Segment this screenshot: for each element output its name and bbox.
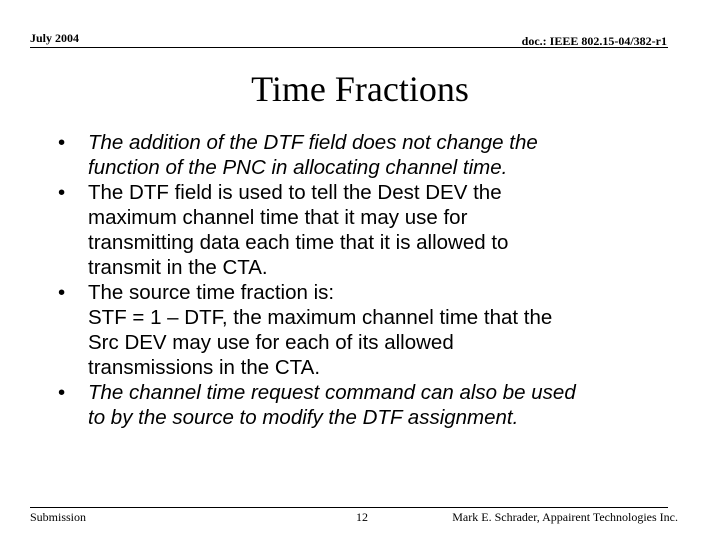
header-doc-id: doc.: IEEE 802.15-04/382-r1 <box>521 34 667 48</box>
bullet-line: The DTF field is used to tell the Dest DEV the <box>88 181 502 204</box>
bullet-dot-icon: • <box>58 131 66 154</box>
bullet-dot-icon: • <box>58 381 66 404</box>
bullet-line: function of the PNC in allocating channel time. <box>88 156 508 179</box>
bullet-line: STF = 1 – DTF, the maximum channel time that the <box>88 306 553 329</box>
bullet-line: to by the source to modify the DTF assignment. <box>88 406 519 429</box>
bullet-line: The channel time request command can also be used <box>88 381 576 404</box>
bullet-line: The addition of the DTF field does not change the <box>88 131 538 154</box>
header-divider <box>30 47 668 48</box>
footer-author: Mark E. Schrader, Appairent Technologies Inc. <box>452 510 678 524</box>
bullet-dot-icon: • <box>58 281 66 304</box>
footer-submission-label: Submission <box>30 510 87 524</box>
footer-divider <box>30 507 668 508</box>
bullet-line: transmissions in the CTA. <box>88 356 321 379</box>
bullet-line: maximum channel time that it may use for <box>88 206 468 229</box>
bullet-line: Src DEV may use for each of its allowed <box>88 331 454 354</box>
bullet-line: The source time fraction is: <box>88 281 335 304</box>
bullet-dot-icon: • <box>58 181 66 204</box>
page-number: 12 <box>356 510 368 524</box>
slide-title: Time Fractions <box>251 69 469 109</box>
header-date: July 2004 <box>30 31 80 45</box>
bullet-item <box>58 130 698 180</box>
bullet-item <box>58 180 698 280</box>
bullet-line: transmitting data each time that it is allowed to <box>88 231 509 254</box>
bullet-item <box>58 280 698 380</box>
bullet-line: transmit in the CTA. <box>88 256 268 279</box>
bullet-item <box>58 380 698 430</box>
bullet-list <box>58 130 698 430</box>
